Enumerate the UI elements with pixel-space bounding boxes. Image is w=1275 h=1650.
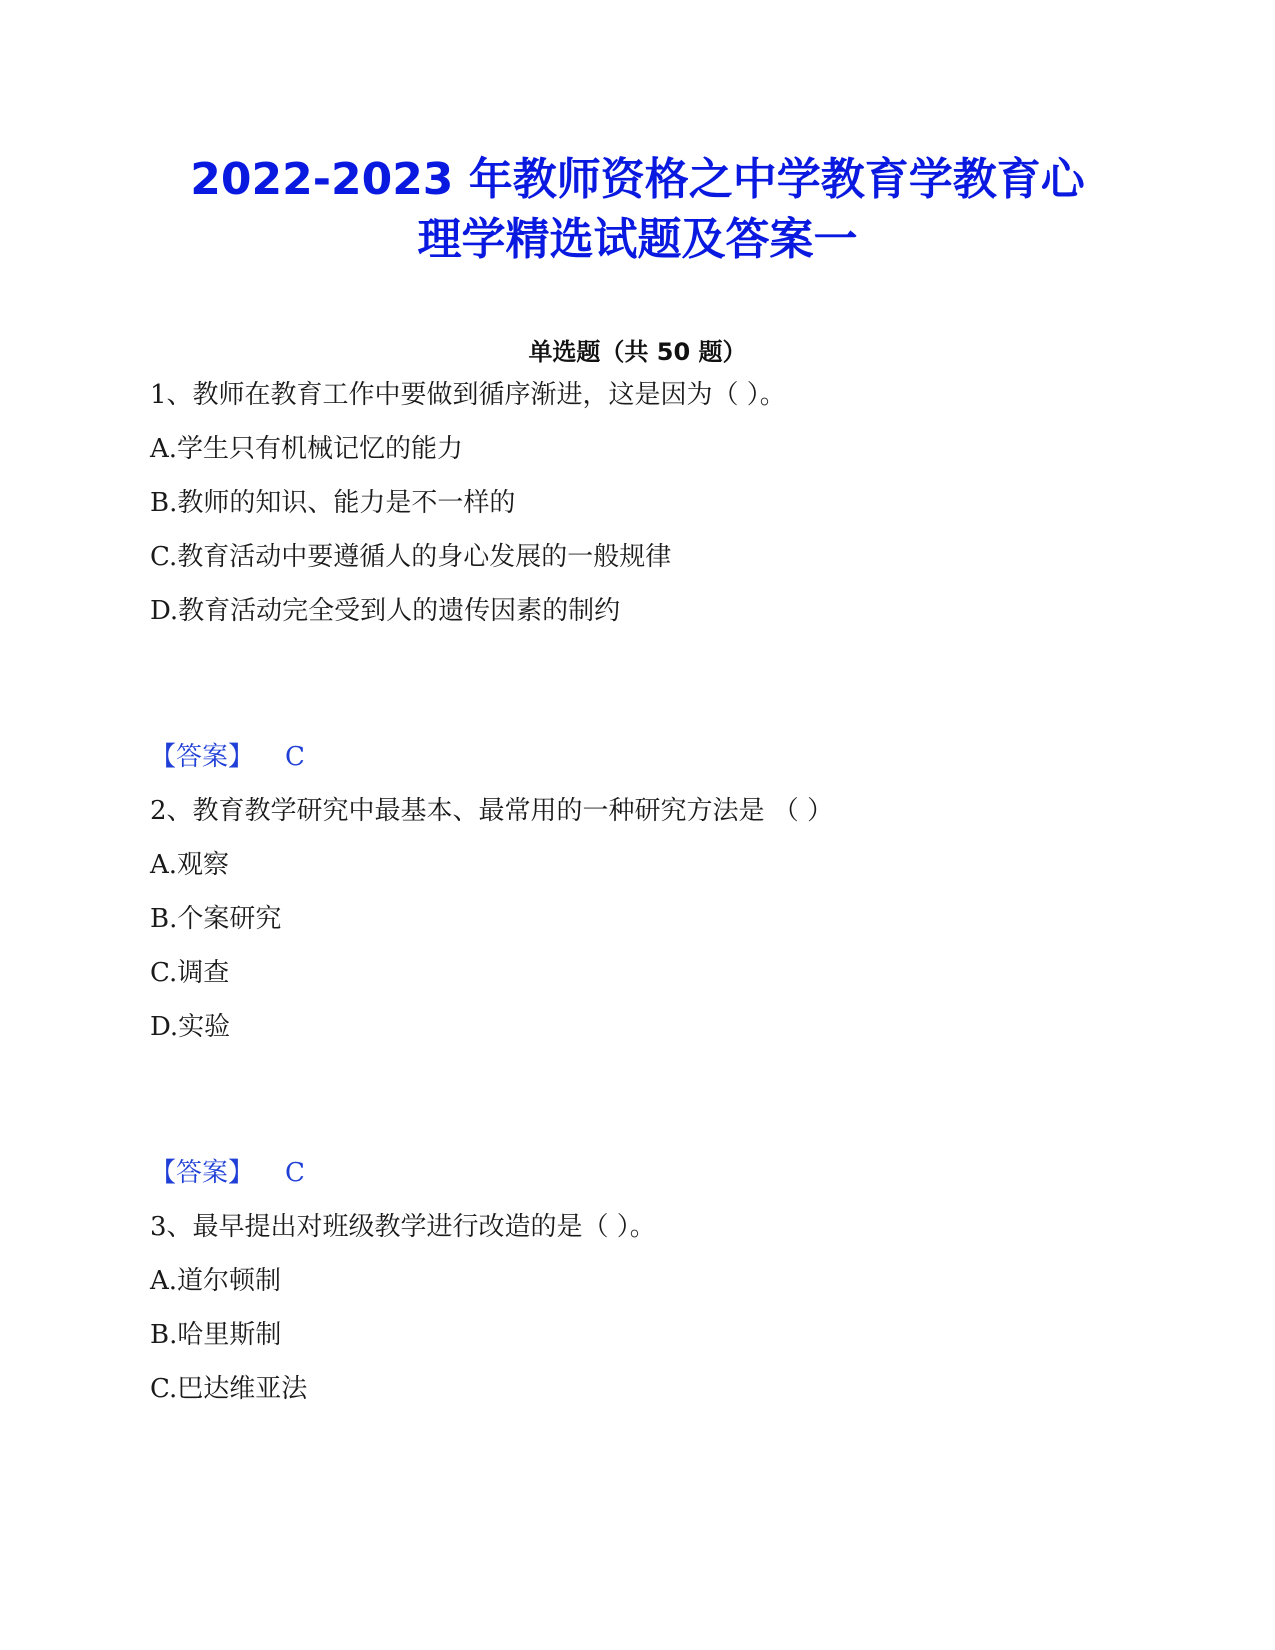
- question-1-option-b: B.教师的知识、能力是不一样的: [150, 488, 516, 518]
- answer-value: C: [285, 1158, 305, 1188]
- question-2-stem: 2、教育教学研究中最基本、最常用的一种研究方法是 （ ）: [150, 796, 834, 826]
- document-title: [0, 150, 1275, 270]
- question-1-answer: [150, 740, 305, 774]
- answer-label: 【答案】: [150, 1158, 255, 1188]
- question-1-option-a: A.学生只有机械记忆的能力: [150, 434, 464, 464]
- question-3-option-c: C.巴达维亚法: [150, 1374, 308, 1404]
- question-1-option-c: C.教育活动中要遵循人的身心发展的一般规律: [150, 542, 672, 572]
- answer-label: 【答案】: [150, 742, 255, 772]
- question-2-option-d: D.实验: [150, 1012, 231, 1042]
- question-2-option-a: A.观察: [150, 850, 230, 880]
- question-1-stem: 1、教师在教育工作中要做到循序渐进，这是因为（ ）。: [150, 380, 786, 410]
- question-3-stem: 3、最早提出对班级教学进行改造的是（ ）。: [150, 1212, 656, 1242]
- question-3-option-a: A.道尔顿制: [150, 1266, 282, 1296]
- question-2-option-c: C.调查: [150, 958, 230, 988]
- section-heading: 单选题（共 50 题）: [528, 338, 747, 366]
- title-line-2: 理学精选试题及答案一: [417, 214, 858, 265]
- question-1-option-d: D.教育活动完全受到人的遗传因素的制约: [150, 596, 621, 626]
- question-2-option-b: B.个案研究: [150, 904, 282, 934]
- title-line-1: 2022-2023 年教师资格之中学教育学教育心: [190, 154, 1085, 205]
- answer-value: C: [285, 742, 305, 772]
- question-2-answer: [150, 1156, 305, 1190]
- question-3-option-b: B.哈里斯制: [150, 1320, 282, 1350]
